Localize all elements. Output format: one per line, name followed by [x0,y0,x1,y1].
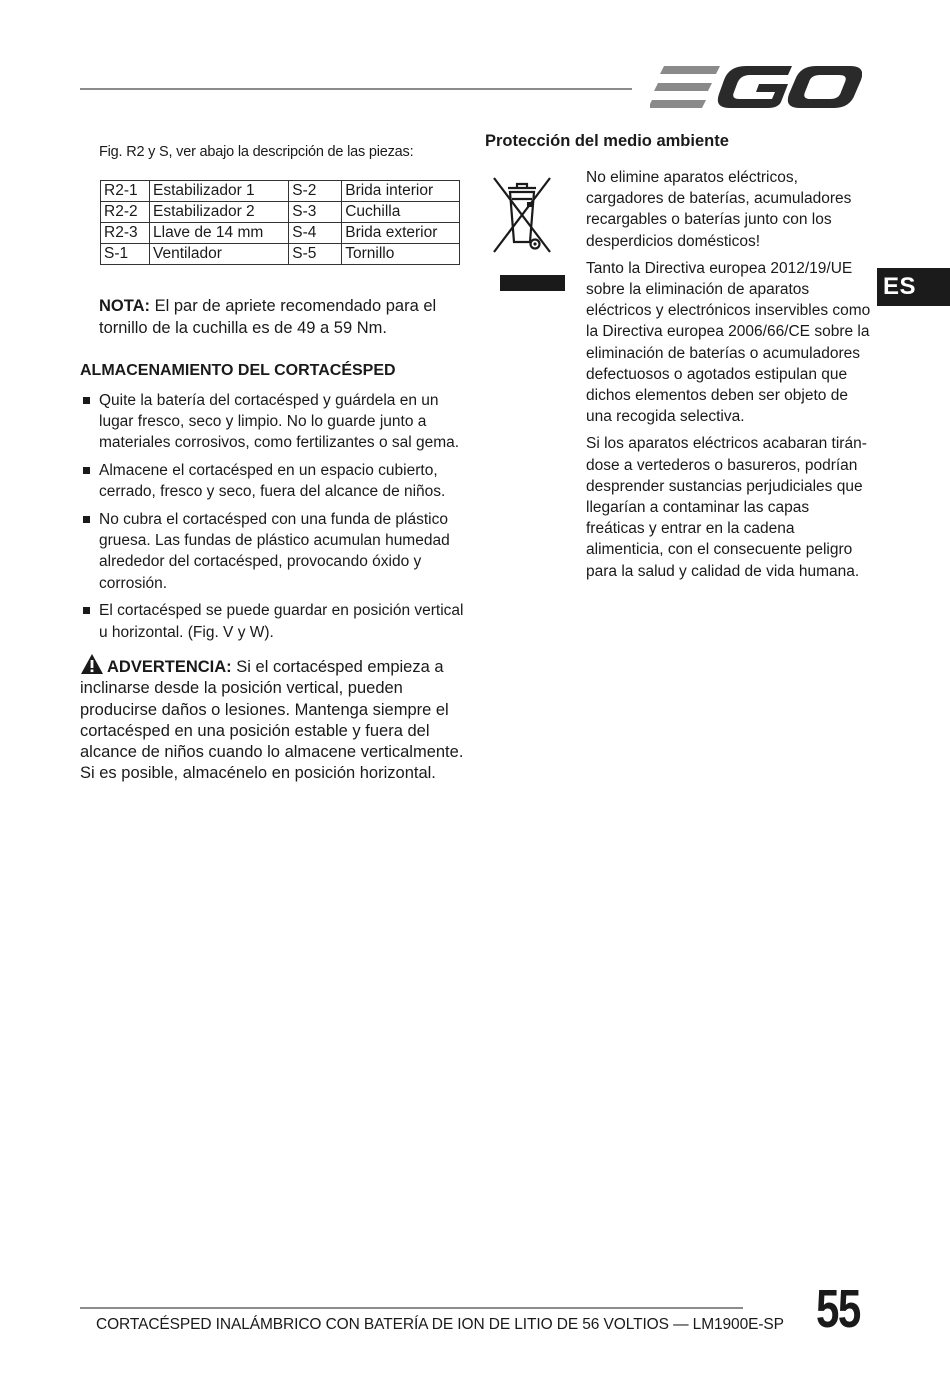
page-number: 55 [816,1279,860,1339]
environment-heading: Protección del medio ambiente [485,132,729,150]
list-item: Quite la batería del cortacésped y guárdela en un lugar fresco, seco y limpio. No lo guarde junto a materiales corrosivos, como fertilizantes o sal gema. [80,390,465,454]
table-cell: R2-1 [101,181,150,202]
paragraph: Tanto la Directiva europea 2012/19/UE sobre la eliminación de aparatos eléctricos y electrónicos inservibles como la Directiva europea 2006/66/CE sobre la eliminación de baterías o acumuladores defectuosos o agotados estipulan que dichos elementos deben ser objeto de una recogida selectiva. [586,259,871,426]
warning-text: Si el cortacésped empieza a inclinarse desde la posición vertical, pueden producirse daños o lesiones. Mantenga siempre el cortacésped en una posición estable y fuera del alcance de niños cuando lo almacene verticalmente. Si es posible, almacénelo en posición horizontal. [80,658,464,783]
paragraph: Si los aparatos eléctricos acabaran tirán-dose a vertederos o basureros, podrían desprender sustancias perjudiciales que llegarían a contaminar las capas freáticas y entrar en la cadena alimenticia, con el consecuente peligro para la salud y calidad de vida humana. [586,435,867,580]
table-cell: Brida interior [342,181,460,202]
environment-text [586,167,871,588]
weee-crossed-bin-icon [490,172,554,258]
table-cell: Cuchilla [342,202,460,223]
table-row [101,223,460,244]
table-cell: Estabilizador 1 [150,181,289,202]
note-label: NOTA: [99,297,151,315]
warning-triangle-icon [80,653,104,675]
figure-caption: Fig. R2 y S, ver abajo la descripción de las piezas: [99,144,414,160]
storage-bullet-list [80,390,465,649]
table-cell: Brida exterior [342,223,460,244]
bullet-square-icon [83,516,90,523]
list-item: No cubra el cortacésped con una funda de plástico gruesa. Las fundas de plástico acumulan humedad alrededor del cortacésped, provocando óxido y corrosión. [80,509,465,594]
table-cell: Llave de 14 mm [150,223,289,244]
table-cell: Estabilizador 2 [150,202,289,223]
table-cell: S-5 [289,244,342,265]
table-cell: Ventilador [150,244,289,265]
bullet-square-icon [83,607,90,614]
table-row [101,244,460,265]
table-cell: R2-3 [101,223,150,244]
storage-heading: ALMACENAMIENTO DEL CORTACÉSPED [80,362,396,379]
table-cell: R2-2 [101,202,150,223]
note-text: El par de apriete recomendado para el tornillo de la cuchilla es de 49 a 59 Nm. [99,297,437,337]
table-cell: S-1 [101,244,150,265]
paragraph: No elimine aparatos eléctricos, cargadores de baterías, acumuladores recargables o baterías junto con los desperdicios domésticos! [586,169,852,250]
bullet-square-icon [83,467,90,474]
table-cell: Tornillo [342,244,460,265]
note [99,296,469,339]
list-item: El cortacésped se puede guardar en posición vertical u horizontal. (Fig. V y W). [80,600,465,642]
footer-rule [80,1307,743,1309]
list-item: Almacene el cortacésped en un espacio cubierto, cerrado, fresco y seco, fuera del alcance de niños. [80,460,465,502]
table-cell: S-4 [289,223,342,244]
table-cell: S-3 [289,202,342,223]
table-row [101,202,460,223]
table-row [101,181,460,202]
parts-table [100,180,460,265]
warning-block [80,653,465,785]
weee-marking-bar [500,275,565,291]
bullet-square-icon [83,397,90,404]
header-rule [80,88,632,90]
ego-logo [650,62,862,112]
table-cell: S-2 [289,181,342,202]
footer-text: CORTACÉSPED INALÁMBRICO CON BATERÍA DE ION DE LITIO DE 56 VOLTIOS — LM1900E-SP [96,1316,784,1333]
language-tab: ES [877,268,950,306]
warning-label: ADVERTENCIA: [107,658,232,676]
